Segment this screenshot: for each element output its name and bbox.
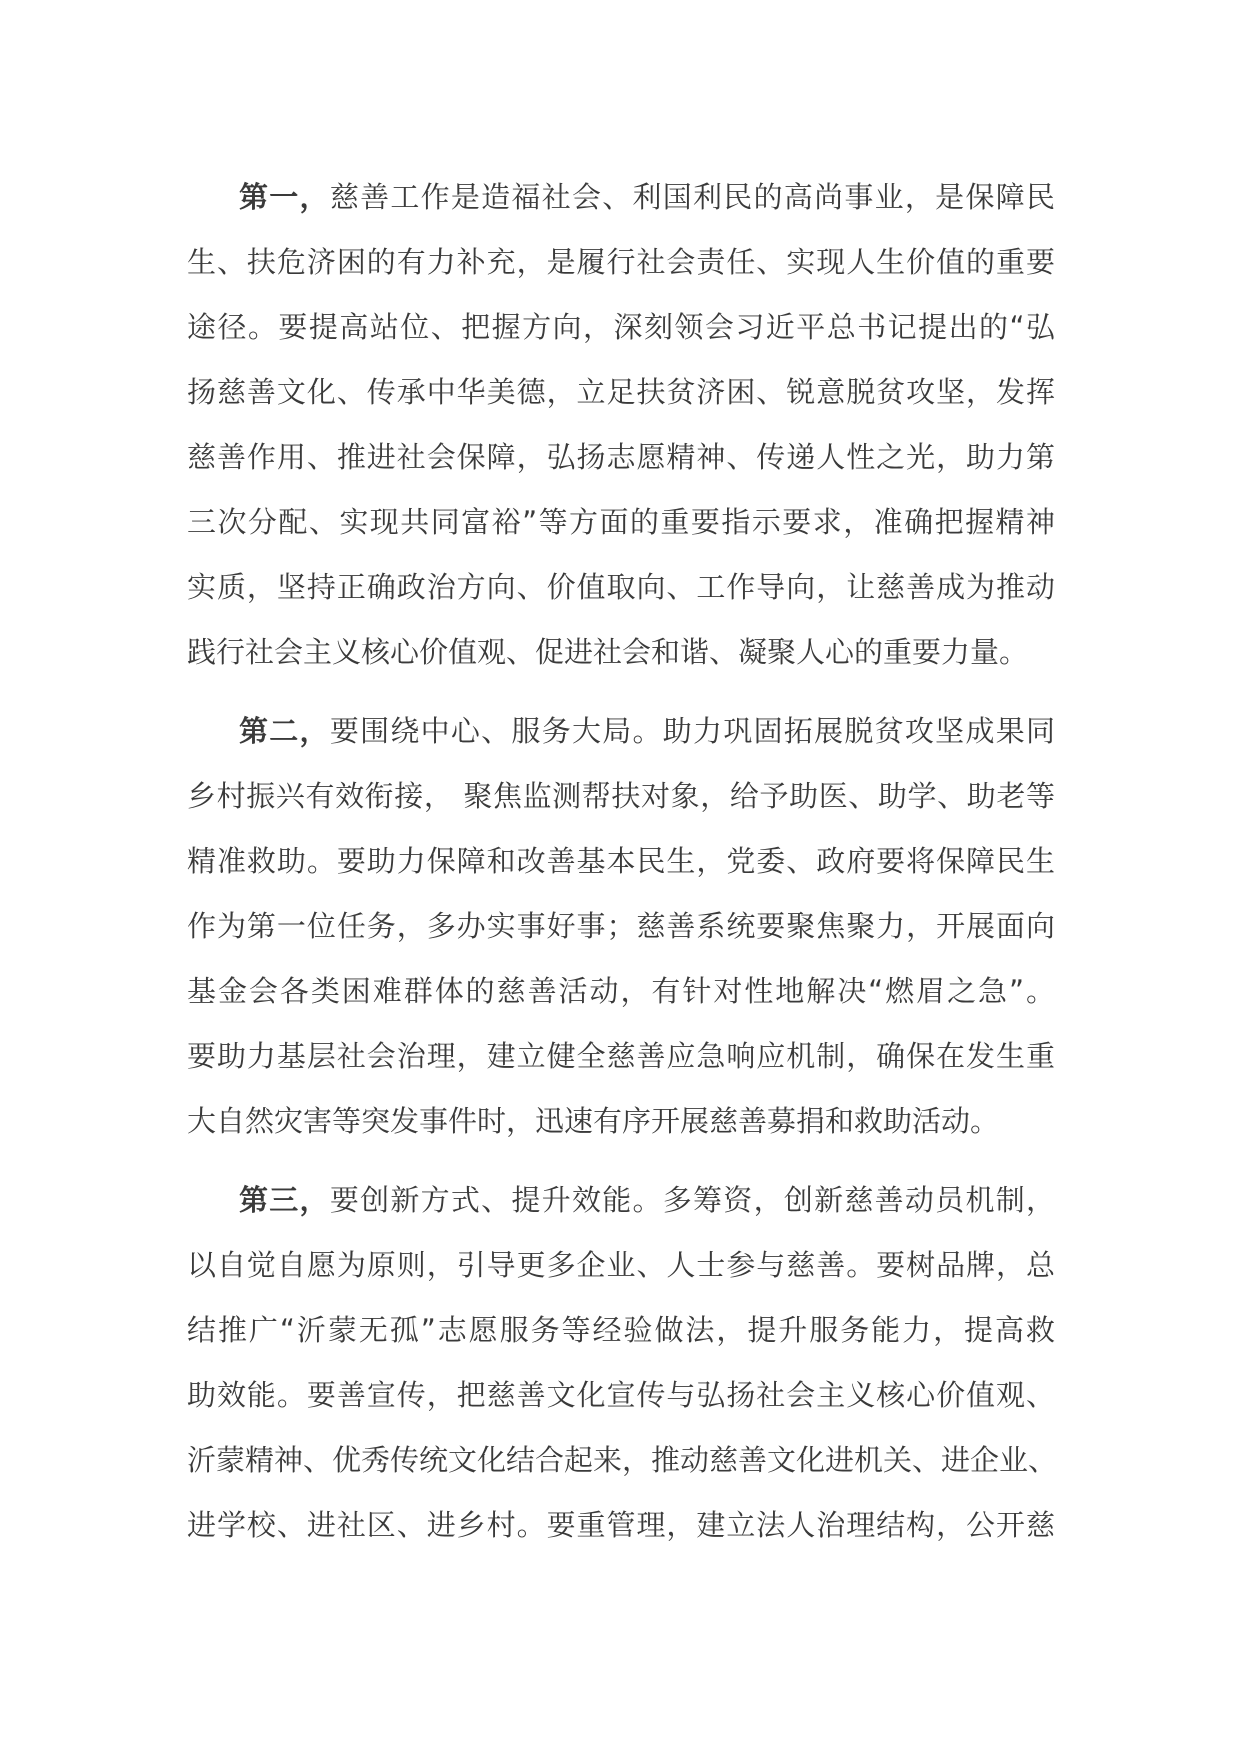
paragraph-line: 生、扶危济困的有力补充，是履行社会责任、实现人生价值的重要 <box>187 245 1055 279</box>
paragraph-line: 途径。要提高站位、把握方向，深刻领会习近平总书记提出的“弘 <box>187 310 1055 344</box>
paragraph-line: 沂蒙精神、优秀传统文化结合起来，推动慈善文化进机关、进企业、 <box>187 1443 1058 1477</box>
paragraph-line: 进学校、进社区、进乡村。要重管理，建立法人治理结构，公开慈 <box>187 1508 1055 1542</box>
paragraph-line: 三次分配、实现共同富裕”等方面的重要指示要求，准确把握精神 <box>187 505 1055 539</box>
paragraph-line: 践行社会主义核心价值观、促进社会和谐、凝聚人心的重要力量。 <box>187 635 1029 669</box>
paragraph-line: 第二，要围绕中心、服务大局。助力巩固拓展脱贫攻坚成果同 <box>239 714 1055 748</box>
paragraph-line: 大自然灾害等突发事件时，迅速有序开展慈善募捐和救助活动。 <box>187 1104 1000 1138</box>
paragraph-line: 实质，坚持正确政治方向、价值取向、工作导向，让慈善成为推动 <box>187 570 1055 604</box>
paragraph-lead: 第三， <box>239 1183 330 1217</box>
paragraph-2 <box>187 699 1055 1154</box>
paragraph-line: 第一，慈善工作是造福社会、利国利民的高尚事业，是保障民 <box>239 180 1055 214</box>
paragraph-line: 乡村振兴有效衔接， 聚焦监测帮扶对象，给予助医、助学、助老等 <box>187 779 1055 813</box>
paragraph-line: 要助力基层社会治理，建立健全慈善应急响应机制，确保在发生重 <box>187 1039 1055 1073</box>
paragraph-line: 慈善作用、推进社会保障，弘扬志愿精神、传递人性之光，助力第 <box>187 440 1055 474</box>
paragraph-3 <box>187 1168 1058 1558</box>
paragraph-1 <box>187 165 1055 685</box>
paragraph-line: 基金会各类困难群体的慈善活动，有针对性地解决“燃眉之急”。 <box>187 974 1055 1008</box>
paragraph-line: 精准救助。要助力保障和改善基本民生，党委、政府要将保障民生 <box>187 844 1055 878</box>
paragraph-line: 作为第一位任务，多办实事好事；慈善系统要聚焦聚力，开展面向 <box>187 909 1055 943</box>
paragraph-line: 扬慈善文化、传承中华美德，立足扶贫济困、锐意脱贫攻坚，发挥 <box>187 375 1055 409</box>
paragraph-lead: 第一， <box>239 180 330 214</box>
document-body <box>187 165 1058 1558</box>
paragraph-lead: 第二， <box>239 714 330 748</box>
paragraph-line: 第三，要创新方式、提升效能。多筹资，创新慈善动员机制， <box>239 1183 1055 1217</box>
paragraph-line: 助效能。要善宣传，把慈善文化宣传与弘扬社会主义核心价值观、 <box>187 1378 1055 1412</box>
paragraph-line: 以自觉自愿为原则，引导更多企业、人士参与慈善。要树品牌，总 <box>187 1248 1055 1282</box>
paragraph-line: 结推广“沂蒙无孤”志愿服务等经验做法，提升服务能力，提高救 <box>187 1313 1055 1347</box>
